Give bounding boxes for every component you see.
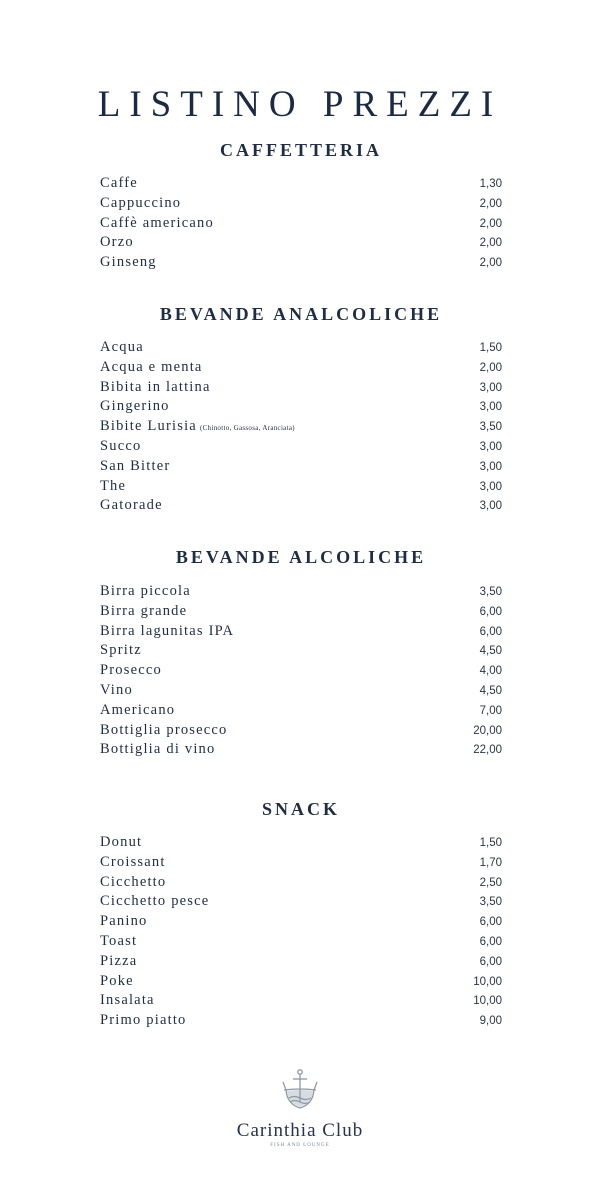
item-price: 1,30 bbox=[479, 178, 502, 190]
item-price: 2,00 bbox=[479, 361, 502, 374]
item-price: 4,50 bbox=[479, 645, 502, 658]
item-price: 6,00 bbox=[479, 935, 502, 948]
list-item bbox=[100, 233, 502, 253]
item-name: San Bitter bbox=[100, 457, 171, 474]
list-item bbox=[100, 1011, 502, 1031]
item-name: Cappuccino bbox=[100, 194, 182, 211]
item-price: 1,50 bbox=[479, 837, 502, 849]
item-price: 6,00 bbox=[479, 916, 502, 929]
item-price: 3,00 bbox=[479, 381, 502, 394]
item-name: Succo bbox=[100, 437, 142, 454]
item-price: 2,00 bbox=[479, 197, 502, 210]
item-price: 3,50 bbox=[479, 586, 502, 598]
item-note: (Chinotto, Gassosa, Aranciata) bbox=[199, 424, 295, 433]
item-name: Acqua e menta bbox=[100, 358, 203, 375]
item-name: Cicchetto bbox=[100, 873, 167, 890]
item-price: 3,50 bbox=[479, 896, 502, 909]
list-item bbox=[100, 932, 502, 952]
list-item bbox=[100, 253, 502, 273]
item-price: 6,00 bbox=[479, 955, 502, 968]
list-item bbox=[100, 972, 502, 992]
item-name: Cicchetto pesce bbox=[100, 893, 210, 910]
item-price: 1,70 bbox=[479, 856, 502, 869]
section-title: SNACK bbox=[261, 799, 340, 819]
club-tagline: FISH AND LOUNGE bbox=[270, 1143, 330, 1148]
list-item bbox=[100, 661, 502, 681]
item-name: Poke bbox=[100, 972, 134, 989]
list-item bbox=[100, 701, 502, 721]
item-price: 3,00 bbox=[479, 500, 502, 513]
list-item bbox=[100, 417, 502, 437]
item-name: Pizza bbox=[100, 952, 138, 969]
item-name: Americano bbox=[100, 701, 176, 718]
section-title: BEVANDE ALCOLICHE bbox=[175, 547, 427, 567]
section-bevande-alcoliche bbox=[100, 545, 502, 760]
item-name bbox=[100, 417, 295, 439]
item-price: 7,00 bbox=[479, 704, 502, 717]
item-price: 1,50 bbox=[479, 342, 502, 354]
list-item bbox=[100, 853, 502, 873]
list-item bbox=[100, 833, 502, 853]
item-name: Gingerino bbox=[100, 398, 170, 415]
item-name: Bibita in lattina bbox=[100, 378, 211, 395]
list-item bbox=[100, 457, 502, 477]
list-item bbox=[100, 873, 502, 893]
item-name: Caffè americano bbox=[100, 214, 214, 231]
item-name: Toast bbox=[100, 932, 138, 949]
list-item bbox=[100, 477, 502, 497]
anchor-boat-icon bbox=[280, 1068, 320, 1118]
item-name: Croissant bbox=[100, 853, 166, 870]
list-item bbox=[100, 397, 502, 417]
page-title: LISTINO PREZZI bbox=[97, 83, 503, 125]
item-name: Panino bbox=[100, 913, 148, 930]
list-item bbox=[100, 892, 502, 912]
list-item bbox=[100, 378, 502, 398]
section-snack bbox=[100, 797, 502, 1031]
item-name: Birra lagunitas IPA bbox=[100, 622, 235, 639]
item-price: 3,50 bbox=[479, 421, 502, 434]
club-name: Carinthia Club bbox=[236, 1120, 364, 1141]
item-name: Birra piccola bbox=[100, 583, 191, 599]
list-item bbox=[100, 740, 502, 760]
item-name: Primo piatto bbox=[100, 1012, 187, 1029]
list-item bbox=[100, 194, 502, 214]
item-price: 2,00 bbox=[479, 217, 502, 230]
section-title: CAFFETTERIA bbox=[219, 140, 382, 160]
item-name: Ginseng bbox=[100, 254, 157, 271]
section-bevande-analcoliche bbox=[100, 302, 502, 516]
item-price: 2,50 bbox=[479, 876, 502, 889]
item-price: 6,00 bbox=[479, 625, 502, 638]
item-price: 9,00 bbox=[479, 1015, 502, 1028]
item-price: 3,00 bbox=[479, 401, 502, 414]
list-item bbox=[100, 681, 502, 701]
item-price: 2,00 bbox=[479, 257, 502, 270]
item-name-text: Bibite Lurisia bbox=[100, 418, 197, 435]
item-name: Prosecco bbox=[100, 662, 162, 679]
list-item bbox=[100, 174, 502, 194]
item-list bbox=[100, 582, 502, 760]
section-caffetteria bbox=[100, 138, 502, 273]
list-item bbox=[100, 602, 502, 622]
item-price: 20,00 bbox=[473, 724, 502, 737]
list-item bbox=[100, 622, 502, 642]
item-name: Caffe bbox=[100, 175, 138, 191]
list-item bbox=[100, 641, 502, 661]
item-name: Orzo bbox=[100, 234, 134, 251]
item-list bbox=[100, 833, 502, 1031]
item-name: Insalata bbox=[100, 992, 155, 1009]
item-name: Bottiglia prosecco bbox=[100, 721, 228, 738]
list-item bbox=[100, 496, 502, 516]
item-price: 3,00 bbox=[479, 480, 502, 493]
item-name: Birra grande bbox=[100, 602, 188, 619]
item-price: 2,00 bbox=[479, 237, 502, 250]
list-item bbox=[100, 214, 502, 234]
item-price: 3,00 bbox=[479, 440, 502, 453]
item-name: Spritz bbox=[100, 642, 142, 659]
item-price: 10,00 bbox=[473, 995, 502, 1008]
list-item bbox=[100, 338, 502, 358]
item-price: 4,50 bbox=[479, 684, 502, 697]
item-price: 22,00 bbox=[473, 744, 502, 757]
item-price: 6,00 bbox=[479, 605, 502, 618]
section-title: BEVANDE ANALCOLICHE bbox=[159, 304, 443, 324]
club-logo bbox=[0, 1068, 600, 1148]
item-name: Acqua bbox=[100, 339, 144, 355]
item-list bbox=[100, 338, 502, 516]
list-item bbox=[100, 912, 502, 932]
list-item bbox=[100, 721, 502, 741]
list-item bbox=[100, 991, 502, 1011]
list-item bbox=[100, 358, 502, 378]
item-list bbox=[100, 174, 502, 273]
item-name: Bottiglia di vino bbox=[100, 741, 216, 758]
item-price: 4,00 bbox=[479, 665, 502, 678]
item-name: Vino bbox=[100, 681, 133, 698]
list-item bbox=[100, 437, 502, 457]
item-name: Gatorade bbox=[100, 497, 163, 514]
item-price: 3,00 bbox=[479, 460, 502, 473]
item-price: 10,00 bbox=[473, 975, 502, 988]
list-item bbox=[100, 582, 502, 602]
item-name: Donut bbox=[100, 834, 143, 850]
list-item bbox=[100, 952, 502, 972]
item-name: The bbox=[100, 477, 127, 494]
